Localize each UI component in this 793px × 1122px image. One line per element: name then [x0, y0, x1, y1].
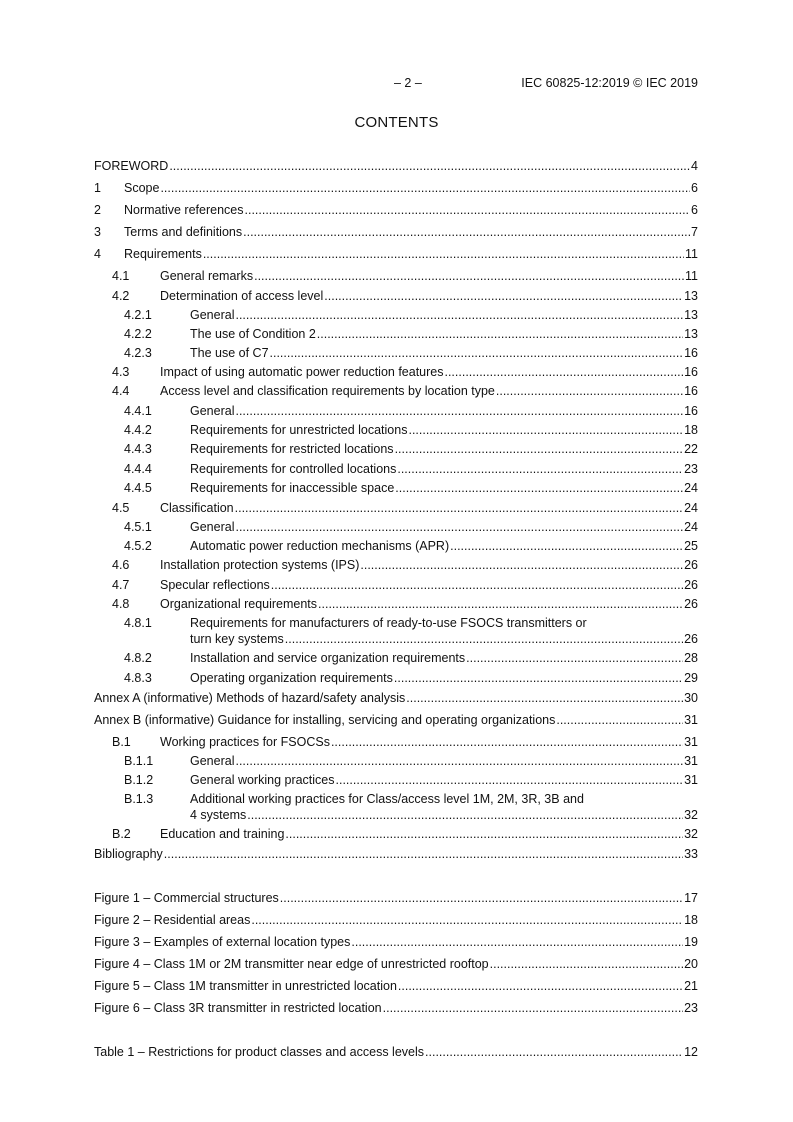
toc-entry[interactable]	[94, 846, 698, 862]
page-header	[94, 76, 698, 92]
dot-leader	[243, 224, 690, 240]
toc-entry-page: 18	[684, 913, 698, 927]
toc-entry[interactable]	[94, 734, 698, 750]
toc-entry-page: 13	[684, 308, 698, 322]
toc-entry-title: Figure 2 – Residential areas	[94, 913, 251, 927]
toc-entry-title: Installation protection systems (IPS)	[160, 558, 360, 572]
toc-entry-title: Operating organization requirements	[190, 671, 393, 685]
toc-entry-title: General	[190, 308, 235, 322]
dot-leader	[466, 650, 683, 666]
toc-entry-number: B.2	[112, 827, 131, 841]
page-number: – 2 –	[394, 76, 422, 90]
toc-entry-page: 18	[684, 423, 698, 437]
dot-leader	[285, 631, 683, 647]
toc-entry[interactable]	[94, 615, 698, 647]
dot-leader	[556, 712, 683, 728]
toc-entry-page: 13	[684, 327, 698, 341]
toc-entry-title: Terms and definitions	[124, 225, 243, 239]
toc-entry-title: Requirements	[124, 247, 202, 261]
toc-entry[interactable]	[94, 690, 698, 706]
toc-entry-number: 4.5.1	[124, 520, 152, 534]
toc-entry[interactable]	[94, 712, 698, 728]
toc-entry[interactable]	[94, 596, 698, 612]
toc-entry-page: 11	[685, 269, 698, 283]
toc-entry-number: 4.5.2	[124, 539, 152, 553]
toc-entry-number: 4.2.2	[124, 327, 152, 341]
dot-leader	[164, 846, 683, 862]
table-list-entry[interactable]	[94, 1044, 698, 1060]
toc-entry-number: 4.4.3	[124, 442, 152, 456]
toc-entry-title-line: Additional working practices for Class/access level 1M, 2M, 3R, 3B and	[190, 792, 584, 806]
dot-leader	[318, 596, 683, 612]
toc-entry-number: 4.8.2	[124, 651, 152, 665]
dot-leader	[383, 1000, 683, 1016]
toc-entry[interactable]	[94, 441, 698, 457]
toc-entry-number: 4.2	[112, 289, 130, 303]
toc-entry-page: 26	[684, 597, 698, 611]
toc-entry-number: 4.3	[112, 365, 130, 379]
toc-entry[interactable]	[94, 826, 698, 842]
toc-entry-title: Figure 6 – Class 3R transmitter in restricted location	[94, 1001, 382, 1015]
toc-entry-page: 6	[691, 203, 698, 217]
dot-leader	[425, 1044, 683, 1060]
toc-entry-number: B.1.3	[124, 792, 154, 806]
figure-list-entry[interactable]	[94, 890, 698, 906]
toc-entry[interactable]	[94, 326, 698, 342]
toc-entry-page: 32	[684, 827, 698, 841]
toc-entry[interactable]	[94, 650, 698, 666]
dot-leader	[336, 772, 684, 788]
toc-entry[interactable]	[94, 480, 698, 496]
dot-leader	[235, 753, 683, 769]
toc-entry-title: Classification	[160, 501, 234, 515]
toc-entry-title: Specular reflections	[160, 578, 270, 592]
dot-leader	[280, 890, 683, 906]
toc-entry-title: Bibliography	[94, 847, 163, 861]
toc-entry-title: Normative references	[124, 203, 244, 217]
dot-leader	[408, 422, 683, 438]
toc-entry-title: Installation and service organization requirements	[190, 651, 466, 665]
toc-entry-number: 4.7	[112, 578, 130, 592]
toc-entry[interactable]	[94, 670, 698, 686]
toc-entry[interactable]	[94, 519, 698, 535]
toc-entry[interactable]	[94, 307, 698, 323]
toc-entry-number: 4.8.3	[124, 671, 152, 685]
figure-list-entry[interactable]	[94, 912, 698, 928]
toc-entry-page: 17	[684, 891, 698, 905]
toc-entry[interactable]	[94, 180, 698, 196]
toc-entry-page: 31	[684, 754, 698, 768]
toc-entry-title: Requirements for restricted locations	[190, 442, 394, 456]
toc-entry-number: B.1.1	[124, 754, 154, 768]
dot-leader	[270, 345, 684, 361]
toc-entry-title: General	[190, 404, 235, 418]
toc-entry-page: 11	[685, 247, 698, 261]
toc-entry-page: 31	[684, 773, 698, 787]
dot-leader	[247, 807, 683, 823]
toc-entry-title: Annex A (informative) Methods of hazard/safety analysis	[94, 691, 406, 705]
toc-entry-title: Organizational requirements	[160, 597, 318, 611]
toc-entry-title: turn key systems	[190, 632, 284, 646]
toc-entry[interactable]	[94, 288, 698, 304]
dot-leader	[271, 577, 683, 593]
toc-entry-title: FOREWORD	[94, 159, 169, 173]
toc-entry-number: B.1	[112, 735, 131, 749]
dot-leader	[444, 364, 683, 380]
toc-entry-number: 4.8	[112, 597, 130, 611]
figure-list-entry[interactable]	[94, 1000, 698, 1016]
dot-leader	[235, 403, 683, 419]
toc-entry-number: 4.2.1	[124, 308, 152, 322]
toc-entry-title-line: Requirements for manufacturers of ready-to-use FSOCS transmitters or	[190, 616, 587, 630]
toc-entry-page: 26	[684, 632, 698, 646]
toc-entry-number: 3	[94, 225, 101, 239]
toc-entry-title: General	[190, 520, 235, 534]
toc-entry-title: Annex B (informative) Guidance for installing, servicing and operating organizations	[94, 713, 556, 727]
dot-leader	[398, 978, 683, 994]
dot-leader	[450, 538, 683, 554]
dot-leader	[496, 383, 683, 399]
toc-entry-page: 12	[684, 1045, 698, 1059]
toc-entry-title: Impact of using automatic power reduction features	[160, 365, 444, 379]
toc-entry-title: Requirements for unrestricted locations	[190, 423, 408, 437]
dot-leader	[351, 934, 683, 950]
dot-leader	[160, 180, 690, 196]
toc-entry[interactable]	[94, 268, 698, 284]
figure-list-entry[interactable]	[94, 956, 698, 972]
toc-entry-title: Figure 4 – Class 1M or 2M transmitter near edge of unrestricted rooftop	[94, 957, 489, 971]
toc-entry[interactable]	[94, 403, 698, 419]
toc-entry-number: 1	[94, 181, 101, 195]
dot-leader	[317, 326, 683, 342]
toc-entry[interactable]	[94, 345, 698, 361]
toc-entry-number: 4.4.4	[124, 462, 152, 476]
toc-entry-title: Automatic power reduction mechanisms (APR)	[190, 539, 450, 553]
dot-leader	[254, 268, 684, 284]
toc-entry-number: 4.5	[112, 501, 130, 515]
toc-entry-number: 4.2.3	[124, 346, 152, 360]
toc-entry-number: 2	[94, 203, 101, 217]
toc-entry-page: 16	[684, 365, 698, 379]
dot-leader	[169, 158, 690, 174]
toc-entry-page: 24	[684, 481, 698, 495]
toc-entry-title: The use of Condition 2	[190, 327, 316, 341]
dot-leader	[360, 557, 683, 573]
toc-entry-page: 31	[684, 713, 698, 727]
dot-leader	[324, 288, 683, 304]
dot-leader	[235, 307, 683, 323]
toc-entry[interactable]	[94, 422, 698, 438]
dot-leader	[394, 670, 683, 686]
toc-entry[interactable]	[94, 753, 698, 769]
toc-entry-title: 4 systems	[190, 808, 247, 822]
toc-entry-page: 16	[684, 346, 698, 360]
toc-entry[interactable]	[94, 224, 698, 240]
toc-entry-page: 26	[684, 578, 698, 592]
toc-entry-page: 6	[691, 181, 698, 195]
toc-entry-number: 4.1	[112, 269, 130, 283]
toc-entry-title: Requirements for inaccessible space	[190, 481, 395, 495]
dot-leader	[235, 500, 683, 516]
toc-entry[interactable]	[94, 791, 698, 823]
toc-entry-page: 32	[684, 808, 698, 822]
toc-entry[interactable]	[94, 364, 698, 380]
toc-entry-page: 7	[691, 225, 698, 239]
toc-entry-page: 23	[684, 1001, 698, 1015]
toc-entry-title: Access level and classification requirements by location type	[160, 384, 495, 398]
toc-entry-page: 22	[684, 442, 698, 456]
dot-leader	[203, 246, 684, 262]
toc-entry-number: 4.4	[112, 384, 130, 398]
toc-entry-page: 29	[684, 671, 698, 685]
toc-entry-page: 19	[684, 935, 698, 949]
toc-entry[interactable]	[94, 383, 698, 399]
toc-entry[interactable]	[94, 500, 698, 516]
dot-leader	[406, 690, 683, 706]
toc-entry[interactable]	[94, 577, 698, 593]
toc-entry-page: 24	[684, 520, 698, 534]
toc-entry-number: 4.8.1	[124, 616, 152, 630]
toc-entry-number: 4.4.5	[124, 481, 152, 495]
toc-entry-title: Determination of access level	[160, 289, 324, 303]
toc-entry-page: 13	[684, 289, 698, 303]
toc-entry-number: 4.4.1	[124, 404, 152, 418]
toc-entry[interactable]	[94, 202, 698, 218]
toc-entry[interactable]	[94, 538, 698, 554]
figure-list-entry[interactable]	[94, 978, 698, 994]
dot-leader	[395, 480, 683, 496]
toc-entry-page: 28	[684, 651, 698, 665]
toc-entry-page: 4	[691, 159, 698, 173]
toc-entry-number: B.1.2	[124, 773, 154, 787]
toc-entry-page: 16	[684, 404, 698, 418]
toc-entry-title: Education and training	[160, 827, 285, 841]
toc-entry-page: 24	[684, 501, 698, 515]
toc-entry-page: 33	[684, 847, 698, 861]
dot-leader	[490, 956, 683, 972]
toc-entry-number: 4.4.2	[124, 423, 152, 437]
dot-leader	[235, 519, 683, 535]
figure-list-entry[interactable]	[94, 934, 698, 950]
dot-leader	[331, 734, 683, 750]
dot-leader	[397, 461, 683, 477]
toc-entry-title: General working practices	[190, 773, 335, 787]
toc-entry-title: Scope	[124, 181, 160, 195]
toc-entry-title: Figure 5 – Class 1M transmitter in unrestricted location	[94, 979, 397, 993]
toc-entry-page: 23	[684, 462, 698, 476]
toc-entry-title: Figure 3 – Examples of external location types	[94, 935, 351, 949]
toc-entry[interactable]	[94, 158, 698, 174]
toc-entry[interactable]	[94, 772, 698, 788]
toc-entry[interactable]	[94, 246, 698, 262]
toc-entry-page: 31	[684, 735, 698, 749]
dot-leader	[285, 826, 683, 842]
dot-leader	[245, 202, 691, 218]
toc-entry-title: Requirements for controlled locations	[190, 462, 397, 476]
toc-entry-page: 20	[684, 957, 698, 971]
toc-entry-title: General	[190, 754, 235, 768]
toc-entry-number: 4.6	[112, 558, 130, 572]
dot-leader	[251, 912, 683, 928]
dot-leader	[395, 441, 684, 457]
toc-entry-title: The use of C7	[190, 346, 269, 360]
toc-entry-page: 26	[684, 558, 698, 572]
page-title: CONTENTS	[354, 114, 439, 131]
toc-entry-title: Table 1 – Restrictions for product classes and access levels	[94, 1045, 425, 1059]
standard-reference: IEC 60825-12:2019 © IEC 2019	[521, 76, 698, 90]
toc-entry-page: 25	[684, 539, 698, 553]
toc-entry-title: General remarks	[160, 269, 254, 283]
toc-entry-title: Figure 1 – Commercial structures	[94, 891, 279, 905]
toc-entry-title: Working practices for FSOCSs	[160, 735, 330, 749]
toc-entry-page: 16	[684, 384, 698, 398]
toc-entry-number: 4	[94, 247, 101, 261]
toc-entry-page: 21	[684, 979, 698, 993]
toc-entry[interactable]	[94, 557, 698, 573]
toc-entry[interactable]	[94, 461, 698, 477]
toc-entry-page: 30	[684, 691, 698, 705]
